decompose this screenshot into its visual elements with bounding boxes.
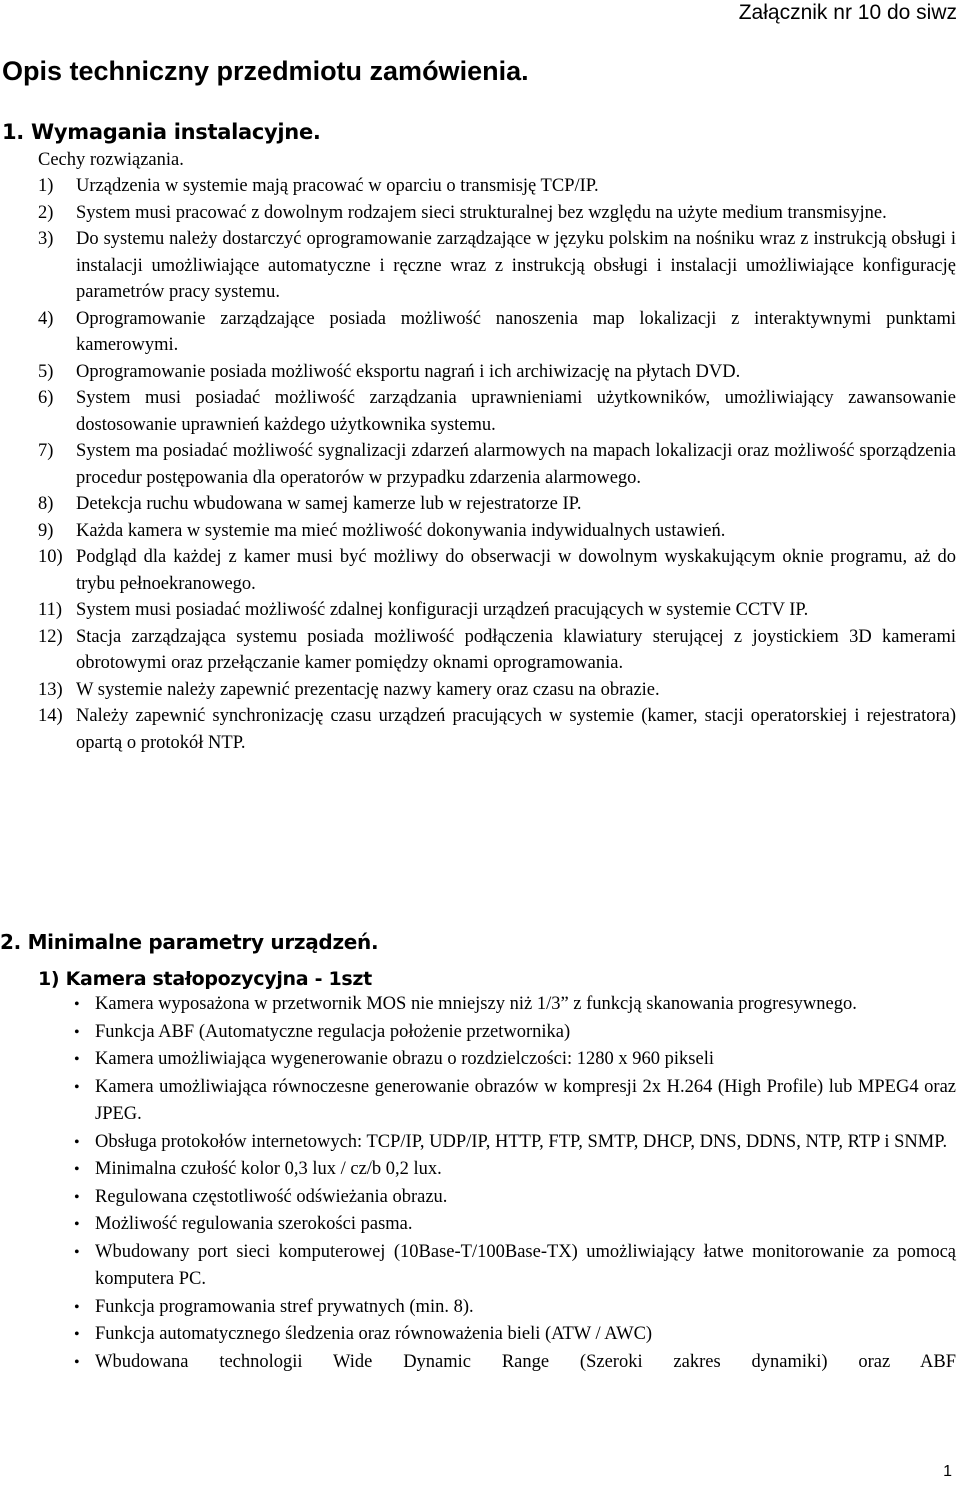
item-number: 7) bbox=[38, 441, 54, 461]
feature-text: Kamera umożliwiająca wygenerowanie obrazu o rozdzielczości: 1280 x 960 pikseli bbox=[95, 1049, 715, 1069]
feature-text: Regulowana częstotliwość odświeżania obrazu. bbox=[95, 1186, 448, 1207]
list-item bbox=[74, 991, 956, 1019]
item-text: Stacja zarządzająca systemu posiada możliwość podłączenia klawiatury sterującej z joystickiem 3D kamerami obrotowymi oraz przełączanie kamer pomiędzy oknami oprogramowania. bbox=[76, 626, 956, 673]
item-text: Każda kamera w systemie ma mieć możliwość dokonywania indywidualnych ustawień. bbox=[76, 520, 726, 541]
bullet-icon: • bbox=[74, 1216, 80, 1233]
item-number: 13) bbox=[38, 679, 63, 700]
item-number: 12) bbox=[38, 626, 63, 647]
bullet-icon: • bbox=[74, 1188, 80, 1206]
list-item bbox=[38, 173, 956, 200]
list-item bbox=[38, 438, 956, 491]
item-text: System musi pracować z dowolnym rodzajem sieci strukturalnej bez względu na użyte medium transmisyjne. bbox=[76, 202, 887, 223]
item-text: Należy zapewnić synchronizację czasu urządzeń pracujących w systemie (kamer, stacji operatorskiej i rejestratora) opartą o protokół NTP. bbox=[76, 706, 956, 753]
bullet-icon: • bbox=[74, 996, 80, 1013]
bullet-icon: • bbox=[74, 1078, 80, 1096]
list-item bbox=[38, 624, 956, 677]
feature-text: Kamera wyposażona w przetwornik MOS nie mniejszy niż 1/3” z funkcją skanowania progresywnego. bbox=[95, 994, 857, 1014]
feature-text: Kamera umożliwiająca równoczesne generowanie obrazów w kompresji 2x H.264 (High Profile) lub MPEG4 oraz JPEG. bbox=[95, 1076, 956, 1124]
bullet-icon: • bbox=[74, 1326, 80, 1343]
item-text: Oprogramowanie posiada możliwość eksportu nagrań i ich archiwizację na płytach DVD. bbox=[76, 361, 741, 382]
list-item bbox=[38, 226, 956, 306]
item-number: 14) bbox=[38, 706, 63, 726]
item-number: 8) bbox=[38, 494, 54, 514]
item-text: Oprogramowanie zarządzające posiada możliwość nanoszenia map lokalizacji z interaktywnymi punktami kamerowymi. bbox=[76, 308, 956, 355]
list-item bbox=[74, 1349, 956, 1377]
item-text: Detekcja ruchu wbudowana w samej kamerze lub w rejestratorze IP. bbox=[76, 494, 582, 514]
annex-label: Załącznik nr 10 do siwz bbox=[738, 1, 957, 24]
item-text: System ma posiadać możliwość sygnalizacji zdarzeń alarmowych na mapach lokalizacji oraz możliwość sporządzenia procedur postępowania dla operatorów w przypadku zdarzenia alarmowego. bbox=[76, 441, 956, 488]
page-number: 1 bbox=[943, 1463, 952, 1480]
list-item bbox=[74, 1046, 956, 1074]
bullet-icon: • bbox=[74, 1353, 80, 1371]
bullet-icon: • bbox=[74, 1023, 80, 1041]
list-item bbox=[74, 1294, 956, 1322]
list-item bbox=[38, 385, 956, 438]
camera-features-list bbox=[74, 991, 956, 1376]
feature-text: Funkcja programowania stref prywatnych (min. 8). bbox=[95, 1296, 474, 1317]
item-text: Podgląd dla każdej z kamer musi być możliwy do obserwacji w dowolnym wyskakującym oknie programu, aż do trybu pełnoekranowego. bbox=[76, 547, 956, 594]
section-heading-installation: 1. Wymagania instalacyjne. bbox=[2, 120, 321, 144]
list-item bbox=[38, 703, 956, 756]
list-item bbox=[38, 359, 956, 386]
list-item bbox=[74, 1321, 956, 1349]
item-number: 11) bbox=[38, 600, 62, 620]
item-text: Urządzenia w systemie mają pracować w oparciu o transmisję TCP/IP. bbox=[76, 176, 599, 196]
item-number: 4) bbox=[38, 308, 54, 329]
bullet-icon: • bbox=[74, 1161, 80, 1178]
item-text: System musi posiadać możliwość zarządzania uprawnieniami użytkowników, umożliwiający zawansowanie dostosowanie uprawnień każdego użytkownika systemu. bbox=[76, 388, 956, 435]
feature-text: Funkcja automatycznego śledzenia oraz równoważenia bieli (ATW / AWC) bbox=[95, 1324, 653, 1344]
feature-text: Obsługa protokołów internetowych: TCP/IP, UDP/IP, HTTP, FTP, SMTP, DHCP, DNS, DDNS, NTP, RTP i SNMP. bbox=[95, 1131, 948, 1152]
item-number: 6) bbox=[38, 388, 54, 408]
item-text: Do systemu należy dostarczyć oprogramowanie zarządzające w języku polskim na nośniku wraz z instrukcją obsługi i instalacji umożliwiające automatyczne i ręczne wraz z instrukcją obsługi i instalacji umożliwiające konfigurację parametrów pracy systemu. bbox=[76, 229, 956, 302]
item-number: 2) bbox=[38, 202, 54, 223]
subsection-heading-camera: 1) Kamera stałopozycyjna - 1szt bbox=[38, 968, 372, 990]
section-heading-parameters: 2. Minimalne parametry urządzeń. bbox=[0, 930, 379, 954]
list-item bbox=[38, 491, 956, 518]
list-item bbox=[38, 597, 956, 624]
list-item bbox=[74, 1211, 956, 1239]
section-intro: Cechy rozwiązania. bbox=[38, 150, 184, 170]
list-item bbox=[74, 1074, 956, 1129]
feature-text: Wbudowana technologii Wide Dynamic Range (Szeroki zakres dynamiki) oraz ABF bbox=[95, 1351, 956, 1372]
item-number: 1) bbox=[38, 176, 54, 196]
item-number: 9) bbox=[38, 520, 54, 541]
list-item bbox=[38, 306, 956, 359]
list-item bbox=[74, 1156, 956, 1184]
feature-text: Minimalna czułość kolor 0,3 lux / cz/b 0,2 lux. bbox=[95, 1159, 442, 1179]
list-item bbox=[38, 518, 956, 545]
bullet-icon: • bbox=[74, 1243, 80, 1261]
item-number: 5) bbox=[38, 361, 54, 382]
feature-text: Funkcja ABF (Automatyczne regulacja położenie przetwornika) bbox=[95, 1021, 571, 1042]
requirements-list bbox=[38, 173, 956, 756]
feature-text: Wbudowany port sieci komputerowej (10Base-T/100Base-TX) umożliwiający łatwe monitorowanie za pomocą komputera PC. bbox=[95, 1241, 956, 1289]
bullet-icon: • bbox=[74, 1051, 80, 1068]
item-number: 3) bbox=[38, 229, 54, 249]
list-item bbox=[74, 1239, 956, 1294]
item-text: System musi posiadać możliwość zdalnej konfiguracji urządzeń pracujących w systemie CCTV IP. bbox=[76, 600, 809, 620]
item-text: W systemie należy zapewnić prezentację nazwy kamery oraz czasu na obrazie. bbox=[76, 679, 660, 700]
list-item bbox=[38, 200, 956, 227]
feature-text: Możliwość regulowania szerokości pasma. bbox=[95, 1214, 413, 1234]
bullet-icon: • bbox=[74, 1298, 80, 1316]
list-item bbox=[38, 677, 956, 704]
list-item bbox=[38, 544, 956, 597]
document-title: Opis techniczny przedmiotu zamówienia. bbox=[2, 56, 529, 86]
list-item bbox=[74, 1184, 956, 1212]
bullet-icon: • bbox=[74, 1133, 80, 1151]
list-item bbox=[74, 1129, 956, 1157]
list-item bbox=[74, 1019, 956, 1047]
item-number: 10) bbox=[38, 547, 63, 567]
